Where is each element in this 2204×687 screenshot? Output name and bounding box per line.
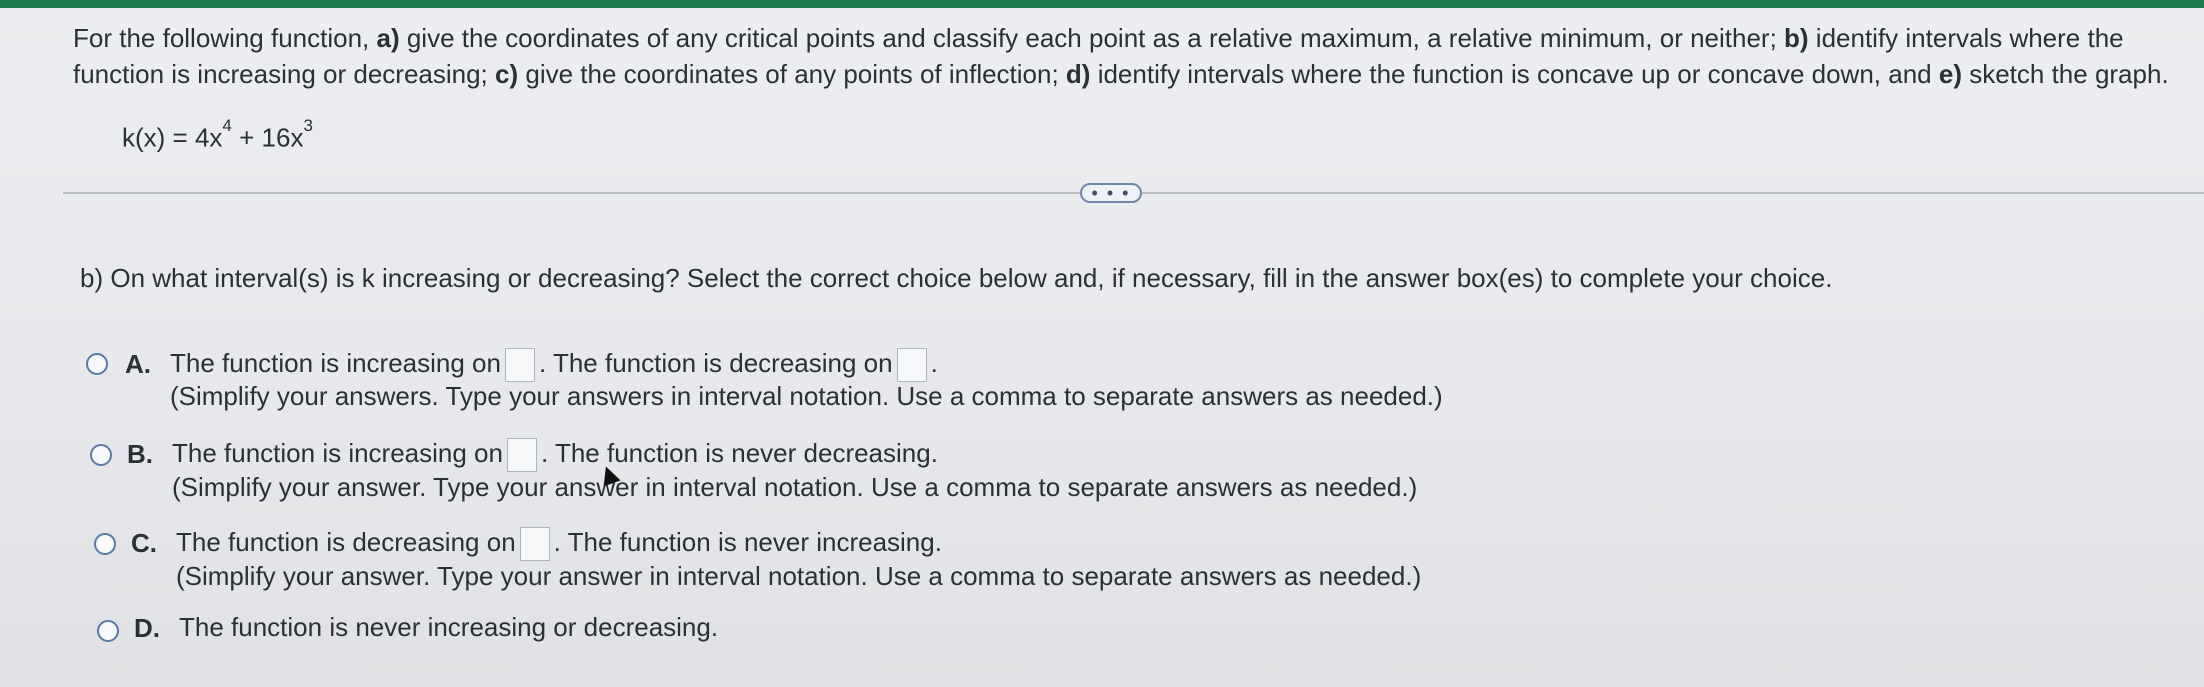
choice-a-text-2: . The function is decreasing on — [538, 348, 893, 378]
choice-b-letter: B. — [127, 439, 153, 469]
choice-c-text-1: The function is decreasing on — [176, 527, 516, 557]
choice-c-note: (Simplify your answer. Type your answer in interval notation. Use a comma to separate answers as needed.) — [176, 561, 1422, 591]
expand-more-button[interactable]: • • • — [1080, 183, 1142, 203]
choice-b-text-2: . The function is never decreasing. — [540, 438, 938, 468]
question-prompt: For the following function, a) give the coordinates of any critical points and classify each point as a relative maximum, a relative minimum, or neither; b) identify intervals where the function is increasing or decreasing; c) give the coordinates of any points of inflection; d) identify intervals where the function is concave up or concave down, and e) sketch the graph. — [73, 23, 2169, 89]
choice-c-letter: C. — [131, 528, 157, 558]
choice-a-text-3: . — [930, 348, 938, 378]
choice-d-text: The function is never increasing or decreasing. — [179, 612, 719, 642]
choice-d-radio[interactable] — [97, 620, 119, 642]
top-accent-bar — [0, 0, 2204, 8]
choice-a-text-1: The function is increasing on — [170, 348, 501, 378]
part-b-question: b) On what interval(s) is k increasing or decreasing? Select the correct choice below and, if necessary, fill in the answer box(es) to complete your choice. — [80, 263, 1833, 293]
choice-c-radio[interactable] — [94, 533, 116, 555]
choice-a-increasing-input[interactable] — [505, 348, 535, 382]
choice-a-decreasing-input[interactable] — [897, 348, 927, 382]
function-definition: $k(x) = 4x^4 + 16x^3$ — [122, 116, 313, 153]
choice-c-decreasing-input[interactable] — [520, 527, 550, 561]
choice-b-note: (Simplify your answer. Type your answer in interval notation. Use a comma to separate answers as needed.) — [172, 472, 1418, 502]
choice-b-radio[interactable] — [90, 444, 112, 466]
choice-a-letter: A. — [125, 349, 151, 379]
choice-a-note: (Simplify your answers. Type your answers in interval notation. Use a comma to separate answers as needed.) — [170, 381, 1443, 411]
choice-a-radio[interactable] — [86, 353, 108, 375]
choice-d-letter: D. — [134, 613, 160, 643]
choice-c-text-2: . The function is never increasing. — [553, 527, 942, 557]
choice-b-text-1: The function is increasing on — [172, 438, 503, 468]
choice-b-increasing-input[interactable] — [507, 438, 537, 472]
